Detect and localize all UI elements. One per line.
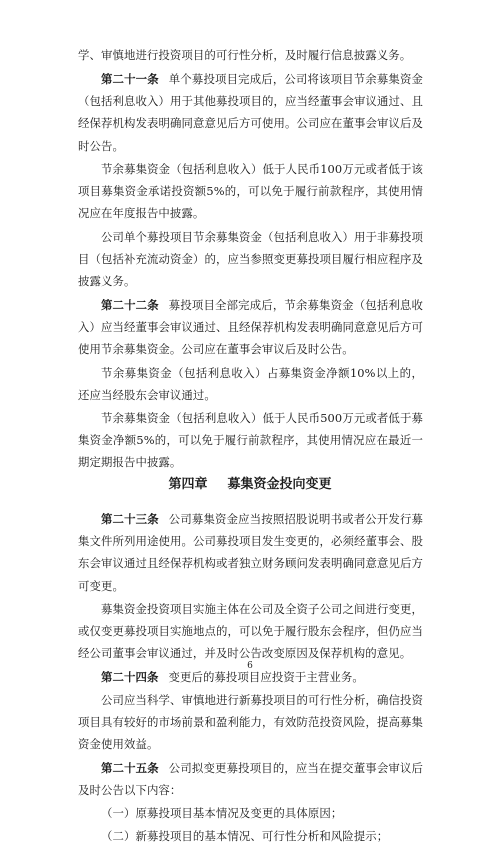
- chapter-title: 募集资金投向变更: [227, 477, 332, 492]
- article-25-label: 第二十五条: [101, 761, 159, 775]
- article-22-paragraph-3: 节余募集资金（包括利息收入）低于人民币500万元或者低于募集资金净额5%的，可以免于履行前款程序，其使用情况应在最近一期定期报告中披露。: [78, 411, 423, 470]
- article-25-text: 公司拟变更募投项目的，应当在提交董事会审议后及时公告以下内容：: [78, 761, 423, 798]
- article-23-paragraph-2: 募集资金投资项目实施主体在公司及全资子公司之间进行变更，或仅变更募投项目实施地点的，可以免于履行股东会程序，但仍应当经公司董事会审议通过，并及时公告改变原因及保荐机构的意见。: [78, 602, 423, 661]
- article-22-label: 第二十二条: [101, 298, 159, 312]
- article-24-label: 第二十四条: [101, 670, 159, 684]
- article-21-label: 第二十一条: [101, 72, 159, 86]
- article-23: [78, 508, 423, 597]
- list-item-1: （一）原募投项目基本情况及变更的具体原因；: [101, 806, 343, 820]
- article-23-label: 第二十三条: [101, 512, 159, 526]
- article-22-text: 募投项目全部完成后，节余募集资金（包括利息收入）应当经董事会审议通过、且经保荐机构发表明确同意意见后方可使用节余募集资金。公司应在董事会审议后及时公告。: [78, 298, 423, 357]
- chapter-number: 第四章: [168, 477, 208, 492]
- article-24-paragraph-2: 公司应当科学、审慎地进行新募投项目的可行性分析，确信投资项目具有较好的市场前景和盈利能力，有效防范投资风险，提高募集资金使用效益。: [78, 693, 423, 752]
- chapter-heading: [0, 475, 500, 495]
- article-22: [78, 294, 423, 361]
- article-25: [78, 757, 423, 801]
- article-24-text: 变更后的募投项目应投资于主营业务。: [168, 670, 364, 684]
- article-21-paragraph-3: 公司单个募投项目节余募集资金（包括利息收入）用于非募投项目（包括补充流动资金）的，应当参照变更募投项目履行相应程序及披露义务。: [78, 230, 423, 289]
- article-21: [78, 68, 423, 157]
- article-22-paragraph-2: 节余募集资金（包括利息收入）占募集资金净额10%以上的，还应当经股东会审议通过。: [78, 366, 423, 403]
- paragraph-intro: 学、审慎地进行投资项目的可行性分析，及时履行信息披露义务。: [78, 48, 412, 62]
- article-21-text: 单个募投项目完成后，公司将该项目节余募集资金（包括利息收入）用于其他募投项目的，应当经董事会审议通过、且经保荐机构发表明确同意意见后方可使用。公司应在董事会审议后及时公告。: [78, 72, 423, 153]
- list-item-2: （二）新募投项目的基本情况、可行性分析和风险提示；: [101, 829, 389, 843]
- article-21-paragraph-2: 节余募集资金（包括利息收入）低于人民币100万元或者低于该项目募集资金承诺投资额5%的，可以免于履行前款程序，其使用情况应在年度报告中披露。: [78, 162, 423, 221]
- page-number: 6: [247, 661, 253, 671]
- article-23-text: 公司募集资金应当按照招股说明书或者公开发行募集文件所列用途使用。公司募投项目发生变更的，必须经董事会、股东会审议通过且经保荐机构或者独立财务顾问发表明确同意意见后方可变更。: [78, 512, 423, 593]
